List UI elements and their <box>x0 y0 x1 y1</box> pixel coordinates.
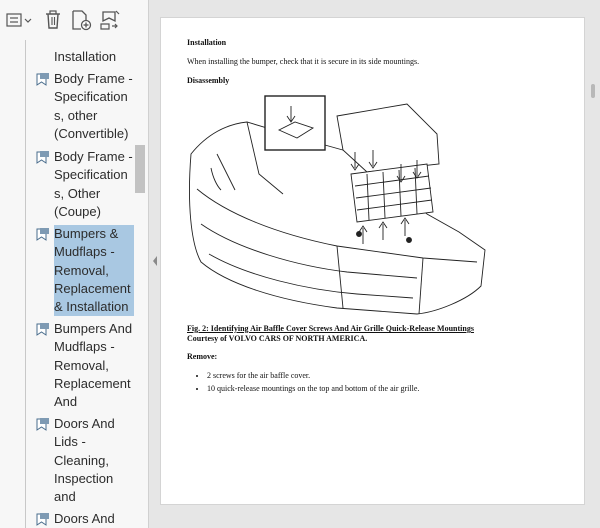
bookmark-label-line: Mudflaps - <box>54 339 115 355</box>
document-scroll-thumb[interactable] <box>591 84 595 98</box>
bookmark-label-line: Mudflaps - <box>54 244 115 260</box>
bookmark-item[interactable] <box>34 148 134 221</box>
bumper-diagram <box>187 94 487 322</box>
list-item: • 10 quick-release mountings on the top and bottom of the air grille. <box>207 382 419 395</box>
bookmark-label-line: Installation <box>54 49 117 64</box>
bookmark-label-line: Body Frame - <box>54 149 133 164</box>
bookmark-label-line: Replacement <box>54 375 131 391</box>
figure-courtesy: Courtesy of VOLVO CARS OF NORTH AMERICA. <box>187 334 368 343</box>
bookmark-label-line: Bumpers And <box>54 321 133 336</box>
subheading: Disassembly <box>187 76 230 85</box>
bookmark-label-line: Removal, <box>54 262 109 278</box>
bookmark-label-line: Removal, <box>54 357 109 373</box>
delete-icon <box>43 9 63 31</box>
bookmark-item-selected[interactable] <box>34 225 134 316</box>
bookmark-label-line: (Convertible) <box>54 125 129 141</box>
bookmark-expand-icon <box>98 9 120 31</box>
document-page <box>161 18 584 504</box>
bookmark-item[interactable] <box>34 48 134 66</box>
bookmark-icon <box>36 228 50 241</box>
bookmark-label-line: s, other <box>54 107 98 123</box>
document-scrollbar[interactable] <box>586 0 600 528</box>
bookmark-label-line: Cleaning, <box>54 452 109 468</box>
section-heading: Installation <box>187 38 227 47</box>
intro-text: When installing the bumper, check that it is secure in its side mountings. <box>187 57 420 66</box>
bookmark-label-line: Doors And <box>54 511 115 526</box>
panel-splitter[interactable] <box>149 0 160 528</box>
bookmarks-scroll-thumb[interactable] <box>135 145 145 193</box>
remove-list <box>187 369 419 395</box>
bookmark-item[interactable] <box>34 70 134 143</box>
bookmark-label-line: Specification <box>54 167 128 183</box>
bookmark-icon <box>36 323 50 336</box>
bookmark-label-line: Lids - <box>54 434 86 450</box>
bookmarks-toolbar <box>0 0 148 38</box>
bookmarks-scrollbar[interactable] <box>134 40 146 528</box>
list-options-button[interactable] <box>4 8 34 32</box>
bookmark-icon <box>36 513 50 526</box>
bookmark-label-line: s, Other <box>54 185 101 201</box>
bookmark-label-line: Replacement <box>54 280 131 296</box>
list-options-icon <box>4 10 34 30</box>
bookmark-label-line: Doors And <box>54 416 115 431</box>
bookmark-label-line: & Installation <box>54 299 129 315</box>
add-bookmark-button[interactable] <box>70 8 92 32</box>
bookmark-label-line: Specification <box>54 89 128 105</box>
collapse-panel-icon[interactable] <box>150 254 161 268</box>
list-item: • 2 screws for the air baffle cover. <box>207 369 419 382</box>
bookmark-icon <box>36 418 50 431</box>
bookmark-label-line: And <box>54 394 78 410</box>
bookmark-icon <box>36 151 50 164</box>
bookmark-label-line: Inspection <box>54 470 114 486</box>
expand-bookmark-button[interactable] <box>98 8 120 32</box>
bookmark-item[interactable] <box>34 320 134 411</box>
tree-guide-line <box>25 40 26 528</box>
bookmark-label-line: (Coupe) <box>54 203 101 219</box>
bookmark-label-line: Bumpers & <box>54 226 119 241</box>
bookmarks-panel <box>0 0 149 528</box>
bookmark-tree <box>0 40 134 528</box>
add-bookmark-icon <box>70 9 92 31</box>
bookmark-label-line: and <box>54 489 76 505</box>
bookmark-icon <box>36 73 50 86</box>
bookmark-item[interactable] <box>34 510 134 528</box>
bookmark-label-line: Body Frame - <box>54 71 133 86</box>
delete-bookmark-button[interactable] <box>42 8 64 32</box>
figure-caption: Fig. 2: Identifying Air Baffle Cover Screws And Air Grille Quick-Release Mountings <box>187 324 474 333</box>
remove-label: Remove: <box>187 352 218 361</box>
bookmark-item[interactable] <box>34 415 134 506</box>
